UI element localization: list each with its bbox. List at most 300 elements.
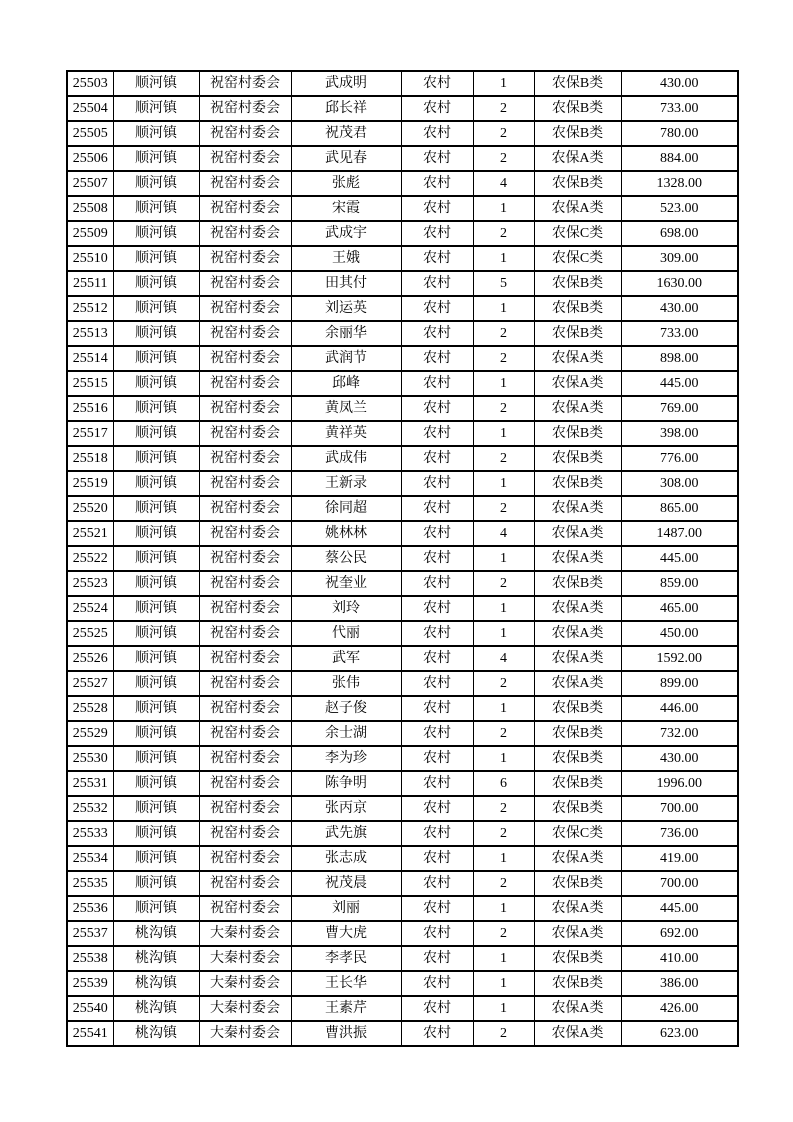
cell-village-committee: 祝窑村委会 [199, 446, 291, 471]
cell-village-committee: 祝窑村委会 [199, 571, 291, 596]
cell-residence-type: 农村 [401, 171, 473, 196]
cell-amount: 430.00 [621, 746, 738, 771]
cell-amount: 1328.00 [621, 171, 738, 196]
cell-insurance-class: 农保B类 [534, 71, 621, 96]
cell-person-count: 2 [473, 671, 534, 696]
cell-record-id: 25532 [67, 796, 113, 821]
cell-town: 顺河镇 [113, 121, 199, 146]
cell-town: 桃沟镇 [113, 996, 199, 1021]
cell-person-name: 刘丽 [291, 896, 401, 921]
cell-person-count: 1 [473, 971, 534, 996]
cell-amount: 450.00 [621, 621, 738, 646]
cell-residence-type: 农村 [401, 821, 473, 846]
cell-amount: 865.00 [621, 496, 738, 521]
cell-village-committee: 大秦村委会 [199, 996, 291, 1021]
cell-village-committee: 祝窑村委会 [199, 296, 291, 321]
cell-amount: 386.00 [621, 971, 738, 996]
cell-village-committee: 祝窑村委会 [199, 96, 291, 121]
cell-person-name: 张志成 [291, 846, 401, 871]
cell-town: 顺河镇 [113, 896, 199, 921]
cell-residence-type: 农村 [401, 721, 473, 746]
cell-amount: 780.00 [621, 121, 738, 146]
cell-village-committee: 祝窑村委会 [199, 246, 291, 271]
cell-residence-type: 农村 [401, 321, 473, 346]
cell-town: 顺河镇 [113, 496, 199, 521]
cell-record-id: 25516 [67, 396, 113, 421]
cell-record-id: 25525 [67, 621, 113, 646]
cell-village-committee: 祝窑村委会 [199, 721, 291, 746]
cell-insurance-class: 农保B类 [534, 971, 621, 996]
cell-person-count: 4 [473, 521, 534, 546]
cell-amount: 700.00 [621, 796, 738, 821]
cell-record-id: 25526 [67, 646, 113, 671]
cell-amount: 736.00 [621, 821, 738, 846]
cell-insurance-class: 农保A类 [534, 346, 621, 371]
cell-residence-type: 农村 [401, 696, 473, 721]
cell-insurance-class: 农保A类 [534, 371, 621, 396]
table-row [67, 521, 738, 546]
cell-person-name: 黄祥英 [291, 421, 401, 446]
cell-insurance-class: 农保A类 [534, 521, 621, 546]
table-row [67, 971, 738, 996]
cell-record-id: 25506 [67, 146, 113, 171]
cell-person-name: 余丽华 [291, 321, 401, 346]
cell-residence-type: 农村 [401, 971, 473, 996]
cell-person-name: 王娥 [291, 246, 401, 271]
cell-residence-type: 农村 [401, 471, 473, 496]
cell-village-committee: 祝窑村委会 [199, 546, 291, 571]
cell-town: 顺河镇 [113, 146, 199, 171]
cell-village-committee: 祝窑村委会 [199, 496, 291, 521]
cell-person-name: 张丙京 [291, 796, 401, 821]
cell-residence-type: 农村 [401, 596, 473, 621]
cell-town: 顺河镇 [113, 96, 199, 121]
cell-residence-type: 农村 [401, 196, 473, 221]
cell-amount: 898.00 [621, 346, 738, 371]
table-row [67, 171, 738, 196]
cell-village-committee: 祝窑村委会 [199, 346, 291, 371]
cell-record-id: 25503 [67, 71, 113, 96]
cell-insurance-class: 农保B类 [534, 471, 621, 496]
cell-insurance-class: 农保C类 [534, 221, 621, 246]
cell-town: 顺河镇 [113, 771, 199, 796]
cell-person-name: 武军 [291, 646, 401, 671]
cell-record-id: 25510 [67, 246, 113, 271]
cell-record-id: 25509 [67, 221, 113, 246]
cell-village-committee: 祝窑村委会 [199, 121, 291, 146]
cell-village-committee: 祝窑村委会 [199, 746, 291, 771]
cell-village-committee: 祝窑村委会 [199, 596, 291, 621]
table-row [67, 821, 738, 846]
cell-town: 桃沟镇 [113, 971, 199, 996]
cell-person-count: 2 [473, 821, 534, 846]
table-row [67, 771, 738, 796]
cell-amount: 859.00 [621, 571, 738, 596]
cell-person-name: 代丽 [291, 621, 401, 646]
cell-village-committee: 祝窑村委会 [199, 771, 291, 796]
cell-residence-type: 农村 [401, 396, 473, 421]
cell-town: 顺河镇 [113, 596, 199, 621]
cell-residence-type: 农村 [401, 746, 473, 771]
cell-insurance-class: 农保B类 [534, 771, 621, 796]
cell-person-count: 2 [473, 121, 534, 146]
cell-amount: 623.00 [621, 1021, 738, 1046]
cell-record-id: 25528 [67, 696, 113, 721]
cell-person-name: 余士湖 [291, 721, 401, 746]
cell-residence-type: 农村 [401, 1021, 473, 1046]
table-row [67, 146, 738, 171]
cell-amount: 733.00 [621, 96, 738, 121]
cell-person-name: 祝奎业 [291, 571, 401, 596]
cell-person-name: 曹大虎 [291, 921, 401, 946]
cell-town: 顺河镇 [113, 296, 199, 321]
cell-amount: 445.00 [621, 896, 738, 921]
cell-amount: 899.00 [621, 671, 738, 696]
cell-residence-type: 农村 [401, 296, 473, 321]
cell-insurance-class: 农保A类 [534, 621, 621, 646]
cell-person-name: 王新录 [291, 471, 401, 496]
table-row [67, 596, 738, 621]
cell-insurance-class: 农保B类 [534, 271, 621, 296]
cell-record-id: 25524 [67, 596, 113, 621]
table-row [67, 446, 738, 471]
cell-amount: 732.00 [621, 721, 738, 746]
table-row [67, 221, 738, 246]
cell-amount: 769.00 [621, 396, 738, 421]
cell-person-name: 黄凤兰 [291, 396, 401, 421]
cell-record-id: 25520 [67, 496, 113, 521]
table-row [67, 121, 738, 146]
cell-insurance-class: 农保A类 [534, 196, 621, 221]
cell-person-name: 李孝民 [291, 946, 401, 971]
cell-person-count: 2 [473, 1021, 534, 1046]
cell-person-count: 1 [473, 371, 534, 396]
cell-person-count: 1 [473, 296, 534, 321]
cell-village-committee: 祝窑村委会 [199, 196, 291, 221]
cell-insurance-class: 农保A类 [534, 921, 621, 946]
cell-village-committee: 祝窑村委会 [199, 371, 291, 396]
cell-record-id: 25517 [67, 421, 113, 446]
cell-amount: 698.00 [621, 221, 738, 246]
cell-residence-type: 农村 [401, 996, 473, 1021]
cell-residence-type: 农村 [401, 621, 473, 646]
cell-person-count: 1 [473, 846, 534, 871]
cell-person-name: 蔡公民 [291, 546, 401, 571]
cell-amount: 1630.00 [621, 271, 738, 296]
cell-village-committee: 祝窑村委会 [199, 621, 291, 646]
cell-amount: 419.00 [621, 846, 738, 871]
records-table [66, 70, 739, 1047]
cell-record-id: 25508 [67, 196, 113, 221]
table-row [67, 471, 738, 496]
cell-amount: 445.00 [621, 546, 738, 571]
cell-record-id: 25539 [67, 971, 113, 996]
cell-insurance-class: 农保C类 [534, 821, 621, 846]
cell-person-name: 王素芹 [291, 996, 401, 1021]
table-row [67, 71, 738, 96]
cell-record-id: 25537 [67, 921, 113, 946]
cell-person-count: 1 [473, 696, 534, 721]
cell-residence-type: 农村 [401, 946, 473, 971]
cell-person-count: 2 [473, 96, 534, 121]
cell-residence-type: 农村 [401, 271, 473, 296]
cell-village-committee: 祝窑村委会 [199, 521, 291, 546]
cell-insurance-class: 农保B类 [534, 796, 621, 821]
cell-person-name: 邱峰 [291, 371, 401, 396]
cell-amount: 398.00 [621, 421, 738, 446]
table-row [67, 396, 738, 421]
table-row [67, 246, 738, 271]
cell-amount: 523.00 [621, 196, 738, 221]
cell-record-id: 25522 [67, 546, 113, 571]
cell-amount: 733.00 [621, 321, 738, 346]
table-row [67, 271, 738, 296]
cell-person-count: 2 [473, 346, 534, 371]
table-row [67, 96, 738, 121]
cell-village-committee: 大秦村委会 [199, 921, 291, 946]
cell-town: 桃沟镇 [113, 921, 199, 946]
table-row [67, 696, 738, 721]
cell-insurance-class: 农保B类 [534, 96, 621, 121]
cell-person-count: 2 [473, 571, 534, 596]
cell-person-count: 1 [473, 546, 534, 571]
cell-record-id: 25541 [67, 1021, 113, 1046]
cell-village-committee: 祝窑村委会 [199, 646, 291, 671]
cell-record-id: 25504 [67, 96, 113, 121]
cell-record-id: 25512 [67, 296, 113, 321]
cell-residence-type: 农村 [401, 246, 473, 271]
cell-record-id: 25529 [67, 721, 113, 746]
cell-town: 顺河镇 [113, 546, 199, 571]
cell-person-count: 1 [473, 996, 534, 1021]
cell-record-id: 25538 [67, 946, 113, 971]
table-row [67, 196, 738, 221]
cell-record-id: 25511 [67, 271, 113, 296]
cell-amount: 308.00 [621, 471, 738, 496]
cell-amount: 426.00 [621, 996, 738, 1021]
cell-town: 桃沟镇 [113, 1021, 199, 1046]
cell-person-count: 2 [473, 321, 534, 346]
cell-record-id: 25534 [67, 846, 113, 871]
cell-village-committee: 祝窑村委会 [199, 421, 291, 446]
cell-amount: 1592.00 [621, 646, 738, 671]
cell-amount: 776.00 [621, 446, 738, 471]
table-row [67, 996, 738, 1021]
cell-insurance-class: 农保B类 [534, 571, 621, 596]
cell-amount: 430.00 [621, 296, 738, 321]
cell-record-id: 25507 [67, 171, 113, 196]
cell-record-id: 25530 [67, 746, 113, 771]
cell-town: 顺河镇 [113, 871, 199, 896]
cell-person-name: 陈争明 [291, 771, 401, 796]
cell-person-count: 2 [473, 496, 534, 521]
cell-record-id: 25540 [67, 996, 113, 1021]
cell-residence-type: 农村 [401, 871, 473, 896]
cell-record-id: 25518 [67, 446, 113, 471]
cell-insurance-class: 农保A类 [534, 496, 621, 521]
cell-residence-type: 农村 [401, 146, 473, 171]
cell-insurance-class: 农保A类 [534, 846, 621, 871]
table-row [67, 546, 738, 571]
cell-village-committee: 祝窑村委会 [199, 896, 291, 921]
table-row [67, 496, 738, 521]
cell-town: 桃沟镇 [113, 946, 199, 971]
cell-residence-type: 农村 [401, 371, 473, 396]
cell-insurance-class: 农保C类 [534, 246, 621, 271]
cell-insurance-class: 农保B类 [534, 446, 621, 471]
cell-town: 顺河镇 [113, 371, 199, 396]
cell-residence-type: 农村 [401, 521, 473, 546]
cell-record-id: 25514 [67, 346, 113, 371]
cell-residence-type: 农村 [401, 671, 473, 696]
cell-person-count: 2 [473, 721, 534, 746]
cell-person-count: 1 [473, 421, 534, 446]
cell-person-count: 4 [473, 171, 534, 196]
cell-insurance-class: 农保B类 [534, 171, 621, 196]
cell-village-committee: 祝窑村委会 [199, 696, 291, 721]
table-row [67, 321, 738, 346]
cell-insurance-class: 农保B类 [534, 746, 621, 771]
cell-person-count: 6 [473, 771, 534, 796]
cell-person-count: 5 [473, 271, 534, 296]
cell-record-id: 25513 [67, 321, 113, 346]
cell-residence-type: 农村 [401, 546, 473, 571]
cell-insurance-class: 农保B类 [534, 946, 621, 971]
cell-amount: 700.00 [621, 871, 738, 896]
cell-residence-type: 农村 [401, 921, 473, 946]
cell-person-name: 祝茂晨 [291, 871, 401, 896]
cell-person-name: 刘玲 [291, 596, 401, 621]
cell-village-committee: 祝窑村委会 [199, 821, 291, 846]
cell-insurance-class: 农保B类 [534, 296, 621, 321]
cell-town: 顺河镇 [113, 646, 199, 671]
cell-town: 顺河镇 [113, 696, 199, 721]
table-row [67, 721, 738, 746]
cell-record-id: 25505 [67, 121, 113, 146]
cell-person-name: 祝茂君 [291, 121, 401, 146]
cell-person-count: 2 [473, 796, 534, 821]
cell-person-name: 武成伟 [291, 446, 401, 471]
cell-residence-type: 农村 [401, 646, 473, 671]
table-row [67, 671, 738, 696]
cell-amount: 692.00 [621, 921, 738, 946]
cell-village-committee: 祝窑村委会 [199, 71, 291, 96]
cell-person-name: 武润节 [291, 346, 401, 371]
cell-person-name: 刘运英 [291, 296, 401, 321]
cell-town: 顺河镇 [113, 471, 199, 496]
cell-village-committee: 祝窑村委会 [199, 271, 291, 296]
cell-town: 顺河镇 [113, 221, 199, 246]
cell-town: 顺河镇 [113, 71, 199, 96]
cell-person-count: 1 [473, 246, 534, 271]
cell-amount: 430.00 [621, 71, 738, 96]
cell-insurance-class: 农保A类 [534, 146, 621, 171]
cell-town: 顺河镇 [113, 246, 199, 271]
table-row [67, 571, 738, 596]
cell-person-name: 武见春 [291, 146, 401, 171]
cell-record-id: 25519 [67, 471, 113, 496]
cell-town: 顺河镇 [113, 521, 199, 546]
cell-village-committee: 祝窑村委会 [199, 396, 291, 421]
cell-insurance-class: 农保B类 [534, 696, 621, 721]
cell-record-id: 25521 [67, 521, 113, 546]
cell-town: 顺河镇 [113, 571, 199, 596]
cell-town: 顺河镇 [113, 346, 199, 371]
cell-amount: 410.00 [621, 946, 738, 971]
cell-residence-type: 农村 [401, 421, 473, 446]
cell-amount: 1996.00 [621, 771, 738, 796]
table-row [67, 646, 738, 671]
table-row [67, 1021, 738, 1046]
cell-person-name: 王长华 [291, 971, 401, 996]
cell-person-name: 邱长祥 [291, 96, 401, 121]
table-row [67, 746, 738, 771]
cell-amount: 309.00 [621, 246, 738, 271]
cell-insurance-class: 农保A类 [534, 896, 621, 921]
cell-town: 顺河镇 [113, 671, 199, 696]
cell-town: 顺河镇 [113, 421, 199, 446]
cell-residence-type: 农村 [401, 846, 473, 871]
cell-village-committee: 祝窑村委会 [199, 796, 291, 821]
cell-town: 顺河镇 [113, 271, 199, 296]
cell-record-id: 25515 [67, 371, 113, 396]
cell-person-count: 1 [473, 896, 534, 921]
cell-town: 顺河镇 [113, 821, 199, 846]
cell-record-id: 25536 [67, 896, 113, 921]
cell-insurance-class: 农保A类 [534, 596, 621, 621]
cell-insurance-class: 农保B类 [534, 871, 621, 896]
cell-village-committee: 祝窑村委会 [199, 671, 291, 696]
records-table-body [67, 71, 738, 1046]
cell-residence-type: 农村 [401, 571, 473, 596]
table-row [67, 871, 738, 896]
table-row [67, 621, 738, 646]
cell-person-count: 2 [473, 921, 534, 946]
table-row [67, 421, 738, 446]
cell-record-id: 25535 [67, 871, 113, 896]
cell-town: 顺河镇 [113, 621, 199, 646]
cell-town: 顺河镇 [113, 846, 199, 871]
table-row [67, 896, 738, 921]
cell-person-name: 姚林林 [291, 521, 401, 546]
cell-amount: 884.00 [621, 146, 738, 171]
cell-village-committee: 祝窑村委会 [199, 146, 291, 171]
cell-village-committee: 大秦村委会 [199, 946, 291, 971]
cell-residence-type: 农村 [401, 796, 473, 821]
cell-town: 顺河镇 [113, 796, 199, 821]
cell-village-committee: 祝窑村委会 [199, 221, 291, 246]
cell-amount: 465.00 [621, 596, 738, 621]
cell-record-id: 25531 [67, 771, 113, 796]
cell-person-count: 1 [473, 71, 534, 96]
table-row [67, 846, 738, 871]
cell-insurance-class: 农保B类 [534, 421, 621, 446]
cell-residence-type: 农村 [401, 771, 473, 796]
cell-insurance-class: 农保B类 [534, 721, 621, 746]
cell-insurance-class: 农保A类 [534, 646, 621, 671]
cell-insurance-class: 农保A类 [534, 671, 621, 696]
cell-insurance-class: 农保A类 [534, 1021, 621, 1046]
cell-person-name: 田其付 [291, 271, 401, 296]
cell-person-count: 1 [473, 196, 534, 221]
cell-person-count: 1 [473, 471, 534, 496]
cell-person-count: 2 [473, 396, 534, 421]
cell-insurance-class: 农保A类 [534, 396, 621, 421]
cell-town: 顺河镇 [113, 196, 199, 221]
cell-record-id: 25523 [67, 571, 113, 596]
cell-amount: 446.00 [621, 696, 738, 721]
cell-village-committee: 祝窑村委会 [199, 871, 291, 896]
